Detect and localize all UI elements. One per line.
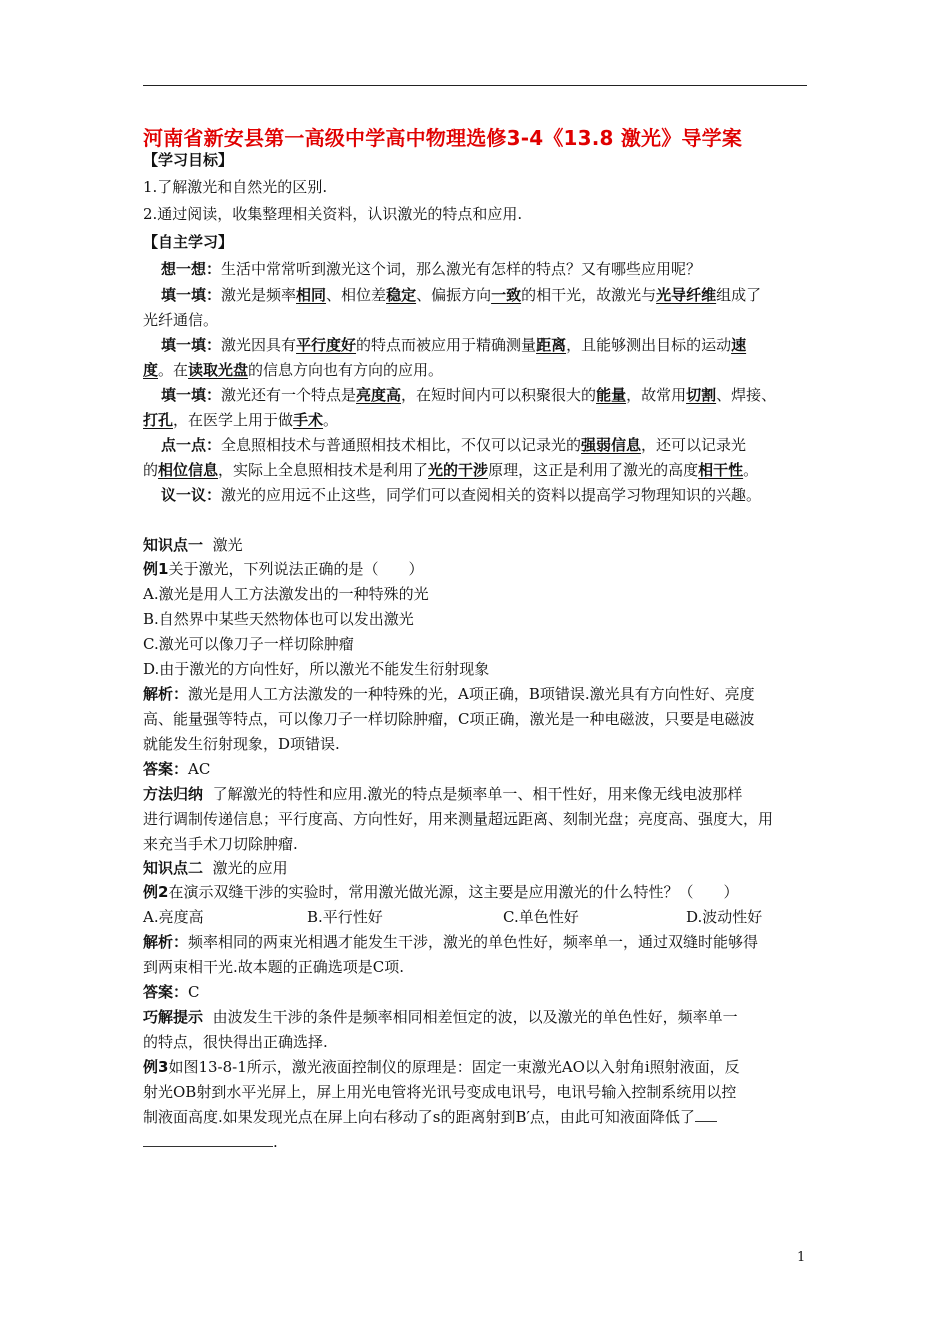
goal-1: 1.了解激光和自然光的区别. bbox=[143, 178, 328, 196]
point-line-2: 的相位信息，实际上全息照相技术是利用了光的干涉原理，这正是利用了激光的高度相干性。 bbox=[143, 461, 759, 479]
example-1-option-c: C.激光可以像刀子一样切除肿瘤 bbox=[143, 635, 354, 653]
fill-1-line: 填一填：激光是频率相同、相位差稳定、偏振方向一致的相干光，故激光与光导纤维组成了 bbox=[161, 286, 762, 304]
example-2-analysis: 解析：频率相同的两束光相遇才能发生干涉，激光的单色性好，频率单一，通过双缝时能够得 bbox=[143, 933, 759, 951]
fill-1-line-2: 光纤通信。 bbox=[143, 311, 219, 329]
example-1-analysis-3: 就能发生衍射现象，D项错误. bbox=[143, 735, 340, 753]
example-1-analysis: 解析：激光是用人工方法激发的一种特殊的光，A项正确，B项错误.激光具有方向性好、亮度 bbox=[143, 685, 755, 703]
think-line: 想一想：生活中常常听到激光这个词，那么激光有怎样的特点？又有哪些应用呢？ bbox=[161, 260, 702, 278]
example-2-option-d: D.波动性好 bbox=[686, 908, 763, 926]
goal-2: 2.通过阅读，收集整理相关资料，认识激光的特点和应用. bbox=[143, 205, 523, 223]
example-2-option-c: C.单色性好 bbox=[503, 908, 579, 926]
example-2-analysis-2: 到两束相干光.故本题的正确选项是C项. bbox=[143, 958, 405, 976]
knowledge-point-1: 知识点一 激光 bbox=[143, 536, 243, 554]
discuss-line: 议一议：激光的应用远不止这些，同学们可以查阅相关的资料以提高学习物理知识的兴趣。 bbox=[161, 486, 762, 504]
knowledge-point-2: 知识点二 激光的应用 bbox=[143, 859, 288, 877]
point-line: 点一点：全息照相技术与普通照相技术相比，不仅可以记录光的强弱信息，还可以记录光 bbox=[161, 436, 747, 454]
example-1-option-a: A.激光是用人工方法激发出的一种特殊的光 bbox=[143, 585, 429, 603]
method-summary-2: 进行调制传递信息；平行度高、方向性好，用来测量超远距离、刻制光盘；亮度高、强度大，用 bbox=[143, 810, 774, 828]
clever-tip-2: 的特点，很快得出正确选择. bbox=[143, 1033, 328, 1051]
example-1-analysis-2: 高、能量强等特点，可以像刀子一样切除肿瘤，C项正确，激光是一种电磁波，只要是电磁波 bbox=[143, 710, 755, 728]
section-self-study-heading: 【自主学习】 bbox=[143, 233, 234, 251]
example-2-answer: 答案：C bbox=[143, 983, 200, 1001]
header-rule bbox=[143, 85, 807, 86]
fill-3-line: 填一填：激光还有一个特点是亮度高，在短时间内可以积聚很大的能量，故常用切割、焊接、 bbox=[161, 386, 777, 404]
example-1-option-d: D.由于激光的方向性好，所以激光不能发生衍射现象 bbox=[143, 660, 490, 678]
clever-tip: 巧解提示 由波发生干涉的条件是频率相同相差恒定的波，以及激光的单色性好，频率单一 bbox=[143, 1008, 738, 1026]
example-3-question: 例3如图13-8-1所示，激光液面控制仪的原理是：固定一束激光AO以入射角i照射液面，反 bbox=[143, 1058, 740, 1076]
fill-3-line-2: 打孔，在医学上用于做手术。 bbox=[143, 411, 339, 429]
answer-blank bbox=[143, 1132, 273, 1147]
example-3-line-2: 射光OB射到水平光屏上，屏上用光电管将光讯号变成电讯号，电讯号输入控制系统用以控 bbox=[143, 1083, 737, 1101]
example-1-answer: 答案：AC bbox=[143, 760, 211, 778]
example-1-option-b: B.自然界中某些天然物体也可以发出激光 bbox=[143, 610, 414, 628]
section-goals-heading: 【学习目标】 bbox=[143, 151, 234, 169]
page-title: 河南省新安县第一高级中学高中物理选修3-4《13.8 激光》导学案 bbox=[143, 126, 743, 150]
example-1-question: 例1关于激光，下列说法正确的是（ ） bbox=[143, 560, 424, 578]
example-3-line-3: 制液面高度.如果发现光点在屏上向右移动了s的距离射到B′点，由此可知液面降低了 bbox=[143, 1105, 717, 1129]
example-2-question: 例2在演示双缝干涉的实验时，常用激光做光源，这主要是应用激光的什么特性？（ ） bbox=[143, 883, 739, 901]
example-2-option-a: A.亮度高 bbox=[143, 908, 204, 926]
method-summary-3: 来充当手术刀切除肿瘤. bbox=[143, 835, 298, 853]
page-number: 1 bbox=[797, 1250, 806, 1265]
method-summary: 方法归纳 了解激光的特性和应用.激光的特点是频率单一、相干性好，用来像无线电波那样 bbox=[143, 785, 743, 803]
fill-2-line-2: 度。在读取光盘的信息方向也有方向的应用。 bbox=[143, 361, 444, 379]
fill-2-line: 填一填：激光因具有平行度好的特点而被应用于精确测量距离，且能够测出目标的运动速 bbox=[161, 336, 747, 354]
example-3-line-4: . bbox=[143, 1130, 278, 1154]
example-2-option-b: B.平行性好 bbox=[307, 908, 383, 926]
answer-blank-end bbox=[695, 1107, 717, 1122]
